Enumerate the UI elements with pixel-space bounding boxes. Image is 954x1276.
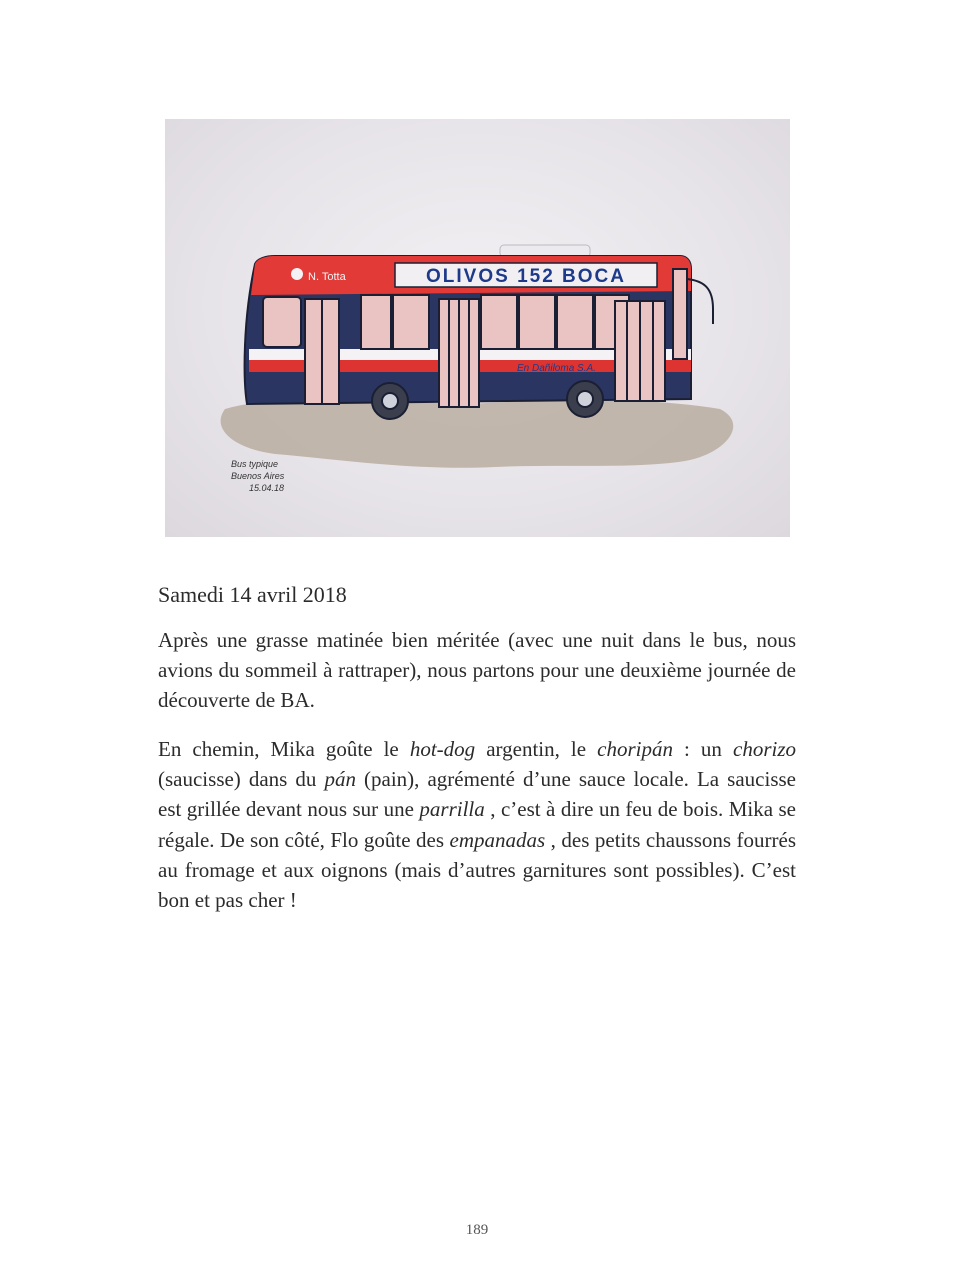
paragraph-2-text: argentin, le [475, 737, 598, 761]
paragraph-2 [158, 734, 796, 915]
bus-watercolor-illustration [165, 119, 790, 537]
term-hot-dog: hot-dog [409, 737, 476, 761]
date-heading: Samedi 14 avril 2018 [158, 582, 347, 607]
bus-logo-text: N. Totta [308, 271, 346, 283]
paragraph-2-text: En chemin, Mika goûte le [158, 737, 410, 761]
signature-line-1: Bus typique [231, 459, 279, 469]
term-chorizo: chorizo [733, 737, 796, 761]
page-number: 189 [465, 1222, 489, 1238]
signature-line-2: Buenos Aires [231, 471, 285, 481]
destination-sign-text: OLIVOS 152 BOCA [426, 266, 626, 287]
term-empanadas: empanadas [449, 827, 546, 852]
paragraph-2-text: , c’est à dire un feu de bois. Mika se régale. De son côté, Flo goûte des [158, 797, 796, 852]
paragraph-2-text: : un [672, 737, 733, 761]
term-parrilla: parrilla [419, 797, 485, 822]
term-choripan: choripán [597, 737, 673, 761]
signature-line-3: 15.04.18 [249, 483, 285, 493]
paragraph-2-text: (saucisse) dans du [158, 767, 325, 792]
paragraph-2-text: , des petits chaussons fourrés au fromage et aux oignons (mais d’autres garnitures sont possibles). C’est bon et pas cher ! [158, 827, 796, 913]
paragraph-1: Après une grasse matinée bien méritée (avec une nuit dans le bus, nous avions du sommeil à rattraper), nous partons pour une deuxième journée de découverte de BA. [158, 628, 796, 713]
term-pan: pán [324, 767, 356, 792]
bus-side-text: En Dañiloma S.A. [517, 363, 596, 374]
paragraph-2-text: (pain), agrémenté d’une sauce locale. La saucisse est grillée devant nous sur une [158, 767, 796, 822]
